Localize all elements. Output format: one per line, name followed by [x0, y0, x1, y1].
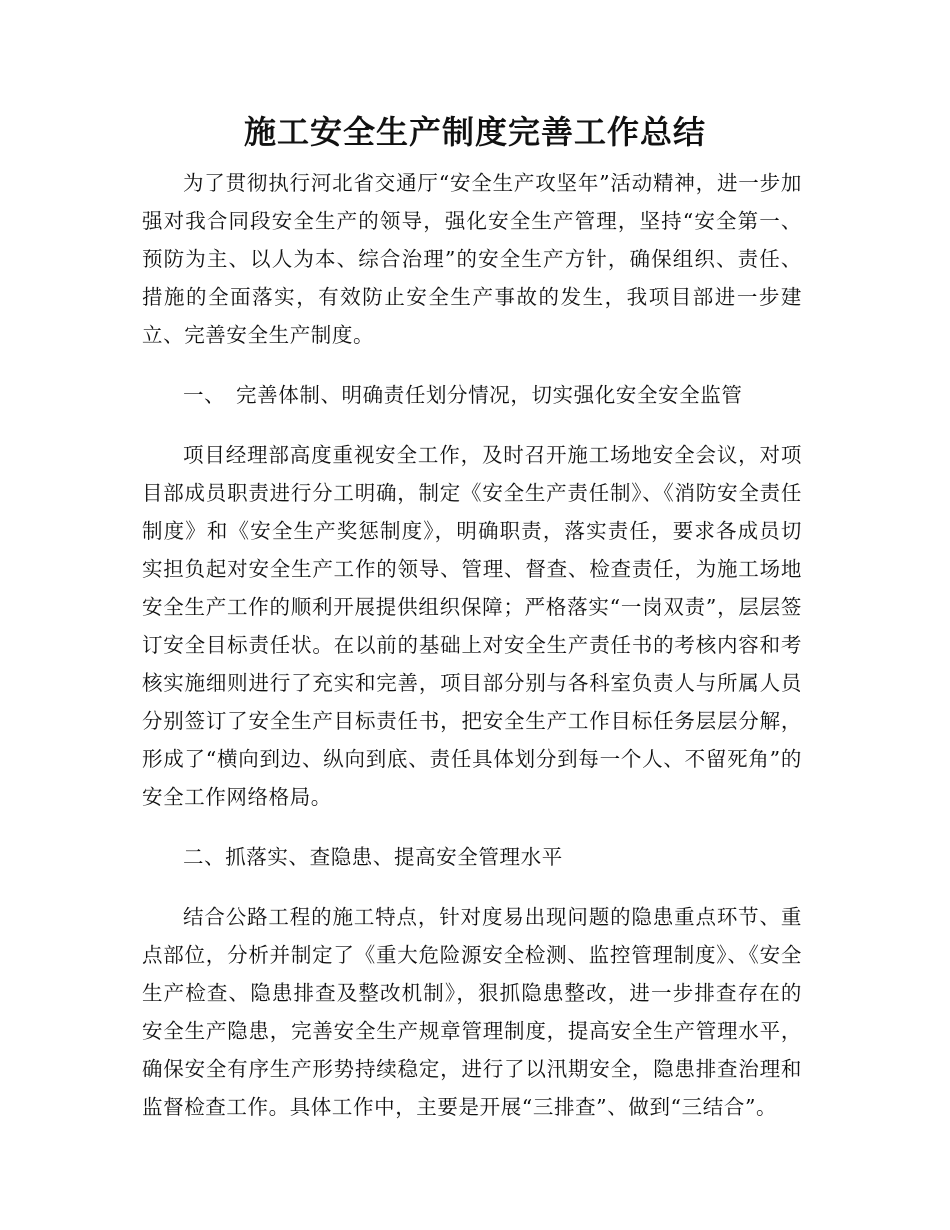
section-heading-1: 一、 完善体制、明确责任划分情况，切实强化安全安全监管: [183, 383, 743, 407]
document-title: 施工安全生产制度完善工作总结: [243, 113, 706, 151]
document-body: [142, 164, 802, 1148]
intro-paragraph: 为了贯彻执行河北省交通厅“安全生产攻坚年”活动精神，进一步加强对我合同段安全生产的领导，强化安全生产管理，坚持“安全第一、预防为主、以人为本、综合治理”的安全生产方针，确保组织、责任、措施的全面落实，有效防止安全生产事故的发生，我项目部进一步建立、完善安全生产制度。: [142, 171, 802, 347]
section-2-paragraph: 结合公路工程的施工特点，针对度易出现问题的隐患重点环节、重点部位，分析并制定了《重大危险源安全检测、监控管理制度》、《安全生产检查、隐患排查及整改机制》，狠抓隐患整改，进一步排查存在的安全生产隐患，完善安全生产规章管理制度，提高安全生产管理水平，确保安全有序生产形势持续稳定，进行了以汛期安全，隐患排查治理和监督检查工作。具体工作中，主要是开展“三排查”、做到“三结合”。: [142, 905, 802, 1119]
section-1-paragraph: 项目经理部高度重视安全工作，及时召开施工场地安全会议，对项目部成员职责进行分工明确，制定《安全生产责任制》、《消防安全责任制度》和《安全生产奖惩制度》，明确职责，落实责任，要求各成员切实担负起对安全生产工作的领导、管理、督查、检查责任，为施工场地安全生产工作的顺利开展提供组织保障；严格落实“一岗双责”，层层签订安全目标责任状。在以前的基础上对安全生产责任书的考核内容和考核实施细则进行了充实和完善，项目部分别与各科室负责人与所属人员分别签订了安全生产目标责任书，把安全生产工作目标任务层层分解，形成了“横向到边、纵向到底、责任具体划分到每一个人、不留死角”的安全工作网络格局。: [142, 443, 802, 809]
section-heading-2: 二、抓落实、查隐患、提高安全管理水平: [183, 845, 563, 869]
